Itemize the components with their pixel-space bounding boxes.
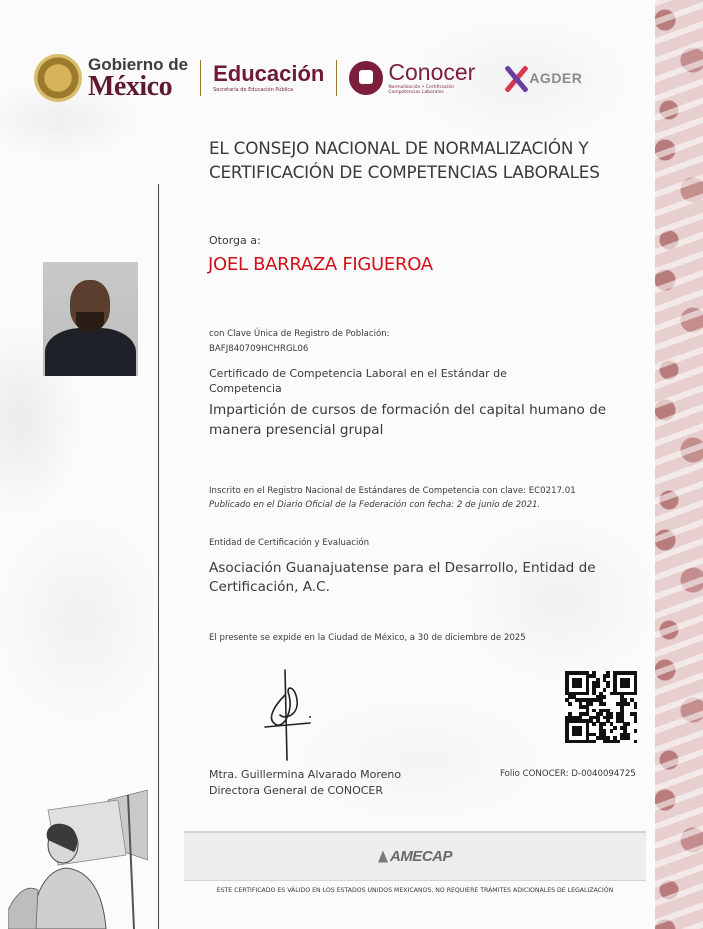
qr-module <box>603 695 607 699</box>
qr-module <box>634 729 638 733</box>
qr-module <box>579 685 583 689</box>
qr-module <box>610 716 614 720</box>
standard-label-line2: Competencia <box>209 382 282 395</box>
header-separator <box>200 60 201 96</box>
qr-module <box>616 740 620 744</box>
qr-module <box>610 729 614 733</box>
qr-module <box>592 722 596 726</box>
qr-module <box>627 722 631 726</box>
qr-module <box>634 692 638 696</box>
qr-module <box>634 740 638 744</box>
qr-code <box>565 671 637 743</box>
folio-number: Folio CONOCER: D-0040094725 <box>500 769 636 779</box>
woman-with-flag-illustration <box>8 790 148 929</box>
mexico-label: México <box>88 70 173 102</box>
qr-module <box>579 733 583 737</box>
certificate-title: EL CONSEJO NACIONAL DE NORMALIZACIÓN Y CERTIFICACIÓN DE COMPETENCIAS LABORALES <box>209 138 600 182</box>
amecap-band <box>184 831 646 881</box>
qr-module <box>586 692 590 696</box>
standard-label-line1: Certificado de Competencia Laboral en el Estándar de <box>209 367 507 380</box>
conocer-label: Conocer <box>388 59 476 85</box>
dof-line: Publicado en el Diario Oficial de la Federación con fecha: 2 de junio de 2021. <box>209 500 541 510</box>
conocer-logo <box>388 61 475 95</box>
qr-module <box>634 719 638 723</box>
agder-logo <box>503 63 582 93</box>
registry-line: Inscrito en el Registro Nacional de Estándares de Competencia con clave: EC0217.01 <box>209 486 576 496</box>
educacion-label: Educación <box>213 61 325 86</box>
qr-module <box>627 685 631 689</box>
amecap-logo: AMECAP <box>389 848 452 865</box>
signer-title: Directora General de CONOCER <box>209 784 384 797</box>
entity-name-line2: Certificación, A.C. <box>209 579 330 595</box>
header-separator <box>336 60 337 96</box>
qr-module <box>568 702 572 706</box>
recipient-name: JOEL BARRAZA FIGUEROA <box>208 254 433 275</box>
amecap-mark-icon <box>378 851 388 863</box>
conocer-icon <box>349 61 383 95</box>
qr-module <box>596 685 600 689</box>
qr-module <box>606 674 610 678</box>
qr-module <box>589 702 593 706</box>
signer-name: Mtra. Guillermina Alvarado Moreno <box>209 768 402 781</box>
agder-label: AGDER <box>529 70 583 86</box>
entity-name-line1: Asociación Guanajuatense para el Desarrollo, Entidad de <box>209 560 596 576</box>
qr-module <box>606 685 610 689</box>
qr-module <box>603 722 607 726</box>
qr-module <box>603 702 607 706</box>
qr-module <box>603 688 607 692</box>
header-logos <box>34 50 634 106</box>
qr-module <box>634 705 638 709</box>
otorga-label: Otorga a: <box>209 234 261 247</box>
recipient-photo <box>43 262 138 376</box>
qr-module <box>627 736 631 740</box>
conocer-tagline: Normalización • Certificación Competencias Laborales <box>388 85 455 95</box>
agder-x-icon <box>503 63 529 93</box>
validity-footer: ESTE CERTIFICADO ES VÁLIDO EN LOS ESTADOS UNIDOS MEXICANOS, NO REQUIERE TRÁMITES ADICIONALES DE LEGALIZACIÓN <box>216 887 614 894</box>
standard-name-line1: Impartición de cursos de formación del capital humano de <box>209 402 607 418</box>
decorative-side-band <box>655 0 703 929</box>
sep-label: Secretaría de Educación Pública <box>213 87 294 93</box>
vertical-divider <box>158 184 159 929</box>
curp-label: con Clave Única de Registro de Población: <box>209 329 390 339</box>
signature-image <box>255 665 325 765</box>
qr-module <box>627 702 631 706</box>
entity-label: Entidad de Certificación y Evaluación <box>209 538 370 548</box>
qr-module <box>613 726 617 730</box>
qr-module <box>592 740 596 744</box>
issue-line: El presente se expide en la Ciudad de México, a 30 de diciembre de 2025 <box>209 633 526 643</box>
curp-value: BAFJ840709HCHRGL06 <box>209 344 309 354</box>
standard-name-line2: manera presencial grupal <box>209 422 384 438</box>
gobierno-de-mexico-logo <box>88 56 188 101</box>
gobierno-label: Gobierno de <box>88 54 189 74</box>
educacion-logo <box>213 63 324 93</box>
mexico-seal-icon <box>34 54 82 102</box>
